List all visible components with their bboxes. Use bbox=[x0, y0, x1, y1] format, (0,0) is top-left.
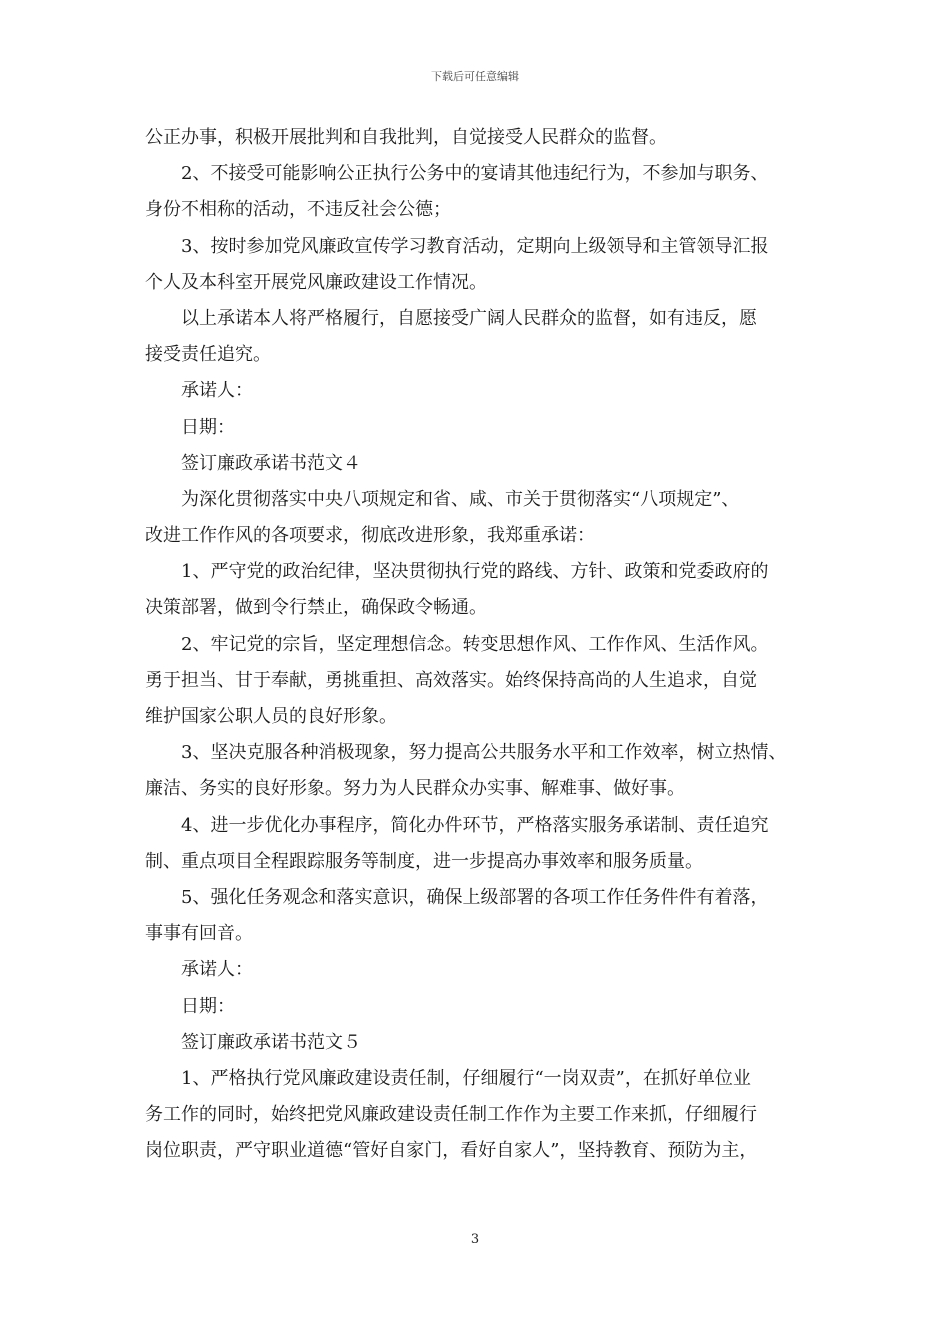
text-line: 制、重点项目全程跟踪服务等制度，进一步提高办事效率和服务质量。 bbox=[145, 850, 703, 872]
text-line: 承诺人： bbox=[181, 959, 253, 981]
text-line: 3、坚决克服各种消极现象，努力提高公共服务水平和工作效率，树立热情、 bbox=[181, 742, 787, 764]
text-line: 日期： bbox=[181, 995, 235, 1017]
text-line: 以上承诺本人将严格履行，自愿接受广阔人民群众的监督，如有违反，愿 bbox=[181, 307, 757, 329]
text-line: 2、牢记党的宗旨，坚定理想信念。转变思想作风、工作作风、生活作风。 bbox=[181, 633, 769, 655]
text-line: 勇于担当、甘于奉献，勇挑重担、高效落实。始终保持高尚的人生追求，自觉 bbox=[145, 669, 757, 691]
page-number: 3 bbox=[470, 1232, 480, 1247]
text-line: 1、严守党的政治纪律，坚决贯彻执行党的路线、方针、政策和党委政府的 bbox=[181, 561, 769, 583]
text-line: 事事有回音。 bbox=[145, 923, 253, 945]
text-line: 务工作的同时，始终把党风廉政建设责任制工作作为主要工作来抓，仔细履行 bbox=[145, 1104, 757, 1126]
text-line: 身份不相称的活动，不违反社会公德； bbox=[145, 199, 451, 221]
text-line: 1、严格执行党风廉政建设责任制，仔细履行“一岗双责”，在抓好单位业 bbox=[181, 1067, 751, 1089]
text-line: 维护国家公职人员的良好形象。 bbox=[145, 706, 397, 727]
text-line: 岗位职责，严守职业道德“管好自家门，看好自家人”，坚持教育、预防为主， bbox=[145, 1140, 758, 1162]
text-line: 日期： bbox=[181, 416, 235, 438]
text-line: 个人及本科室开展党风廉政建设工作情况。 bbox=[145, 271, 487, 293]
page-header: 下载后可任意编辑 bbox=[431, 70, 519, 83]
text-line: 改进工作作风的各项要求，彻底改进形象，我郑重承诺： bbox=[145, 525, 595, 547]
text-line: 承诺人： bbox=[181, 380, 253, 402]
text-line: 5、强化任务观念和落实意识，确保上级部署的各项工作任务件件有着落， bbox=[181, 886, 769, 908]
text-line: 签订廉政承诺书范文４ bbox=[181, 452, 361, 474]
text-line: 2、不接受可能影响公正执行公务中的宴请其他违纪行为，不参加与职务、 bbox=[181, 163, 769, 185]
document-body bbox=[145, 124, 805, 1173]
text-line: 签订廉政承诺书范文５ bbox=[181, 1031, 361, 1053]
text-line: 决策部署，做到令行禁止，确保政令畅通。 bbox=[145, 597, 487, 619]
text-line: 4、进一步优化办事程序，简化办件环节，严格落实服务承诺制、责任追究 bbox=[181, 814, 769, 836]
text-line: 3、按时参加党风廉政宣传学习教育活动，定期向上级领导和主管领导汇报 bbox=[181, 235, 769, 257]
text-line: 接受责任追究。 bbox=[145, 344, 271, 366]
text-line: 廉洁、务实的良好形象。努力为人民群众办实事、解难事、做好事。 bbox=[145, 778, 685, 800]
text-line: 公正办事，积极开展批判和自我批判，自觉接受人民群众的监督。 bbox=[145, 127, 667, 148]
text-line: 为深化贯彻落实中央八项规定和省、咸、市关于贯彻落实“八项规定”、 bbox=[181, 488, 740, 510]
